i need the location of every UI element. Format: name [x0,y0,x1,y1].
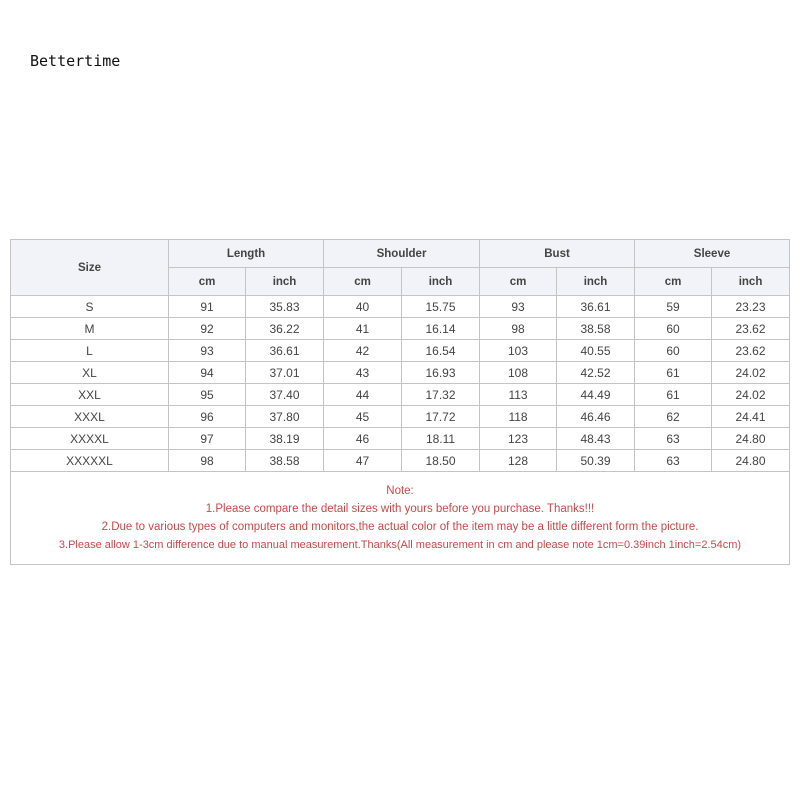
table-cell: 17.72 [402,406,480,428]
table-cell: 35.83 [246,296,324,318]
table-cell: 41 [324,318,402,340]
bust-inch-header: inch [557,268,635,296]
table-cell: 46.46 [557,406,635,428]
size-cell: XXXXL [11,428,169,450]
table-cell: 23.62 [712,318,790,340]
table-cell: 98 [480,318,557,340]
note-line-2: 2.Due to various types of computers and monitors,the actual color of the item may be a little different form the picture. [101,521,699,533]
table-row [11,406,790,428]
table-cell: 50.39 [557,450,635,472]
brand-name: Bettertime [30,52,121,70]
table-row [11,318,790,340]
table-cell: 45 [324,406,402,428]
table-cell: 16.93 [402,362,480,384]
table-cell: 128 [480,450,557,472]
notes-row [11,472,790,565]
table-cell: 36.22 [246,318,324,340]
sleeve-header: Sleeve [635,240,790,268]
table-cell: 44.49 [557,384,635,406]
length-cm-header: cm [169,268,246,296]
note-title: Note: [386,485,414,497]
table-cell: 23.23 [712,296,790,318]
table-cell: 95 [169,384,246,406]
table-cell: 96 [169,406,246,428]
table-cell: 40 [324,296,402,318]
table-cell: 18.11 [402,428,480,450]
table-cell: 60 [635,318,712,340]
table-cell: 97 [169,428,246,450]
size-cell: XXXL [11,406,169,428]
size-cell: L [11,340,169,362]
table-cell: 60 [635,340,712,362]
table-cell: 16.54 [402,340,480,362]
size-cell: XXL [11,384,169,406]
table-cell: 98 [169,450,246,472]
table-row [11,340,790,362]
table-cell: 91 [169,296,246,318]
table-cell: 123 [480,428,557,450]
table-cell: 18.50 [402,450,480,472]
table-cell: 38.58 [246,450,324,472]
table-cell: 61 [635,384,712,406]
table-cell: 40.55 [557,340,635,362]
table-row [11,428,790,450]
table-cell: 24.41 [712,406,790,428]
table-cell: 15.75 [402,296,480,318]
bust-cm-header: cm [480,268,557,296]
table-cell: 42 [324,340,402,362]
size-chart-table [10,239,790,565]
table-cell: 93 [480,296,557,318]
table-cell: 24.80 [712,450,790,472]
table-cell: 37.01 [246,362,324,384]
table-cell: 113 [480,384,557,406]
notes-cell [11,472,790,565]
note-line-1: 1.Please compare the detail sizes with yours before you purchase. Thanks!!! [205,503,595,515]
table-cell: 37.80 [246,406,324,428]
table-cell: 17.32 [402,384,480,406]
shoulder-inch-header: inch [402,268,480,296]
table-cell: 43 [324,362,402,384]
size-cell: S [11,296,169,318]
table-cell: 62 [635,406,712,428]
table-cell: 24.02 [712,384,790,406]
table-cell: 37.40 [246,384,324,406]
sleeve-inch-header: inch [712,268,790,296]
size-cell: XXXXXL [11,450,169,472]
shoulder-cm-header: cm [324,268,402,296]
table-cell: 108 [480,362,557,384]
size-cell: XL [11,362,169,384]
table-cell: 44 [324,384,402,406]
table-cell: 61 [635,362,712,384]
table-row [11,450,790,472]
size-rows [11,296,790,472]
size-cell: M [11,318,169,340]
table-cell: 24.80 [712,428,790,450]
table-cell: 38.19 [246,428,324,450]
table-cell: 48.43 [557,428,635,450]
table-cell: 118 [480,406,557,428]
size-header: Size [11,240,169,296]
table-cell: 36.61 [246,340,324,362]
shoulder-header: Shoulder [324,240,480,268]
table-cell: 63 [635,428,712,450]
table-row [11,362,790,384]
table-cell: 46 [324,428,402,450]
table-cell: 23.62 [712,340,790,362]
table-cell: 63 [635,450,712,472]
table-cell: 16.14 [402,318,480,340]
table-cell: 47 [324,450,402,472]
table-cell: 93 [169,340,246,362]
table-cell: 42.52 [557,362,635,384]
bust-header: Bust [480,240,635,268]
table-cell: 59 [635,296,712,318]
length-header: Length [169,240,324,268]
table-row [11,296,790,318]
note-line-3: 3.Please allow 1-3cm difference due to manual measurement.Thanks(All measurement in cm and please note 1cm=0.39inch 1inch=2.54cm) [58,539,742,551]
table-cell: 92 [169,318,246,340]
table-cell: 36.61 [557,296,635,318]
table-row [11,384,790,406]
table-cell: 38.58 [557,318,635,340]
table-cell: 103 [480,340,557,362]
length-inch-header: inch [246,268,324,296]
table-cell: 94 [169,362,246,384]
sleeve-cm-header: cm [635,268,712,296]
table-cell: 24.02 [712,362,790,384]
